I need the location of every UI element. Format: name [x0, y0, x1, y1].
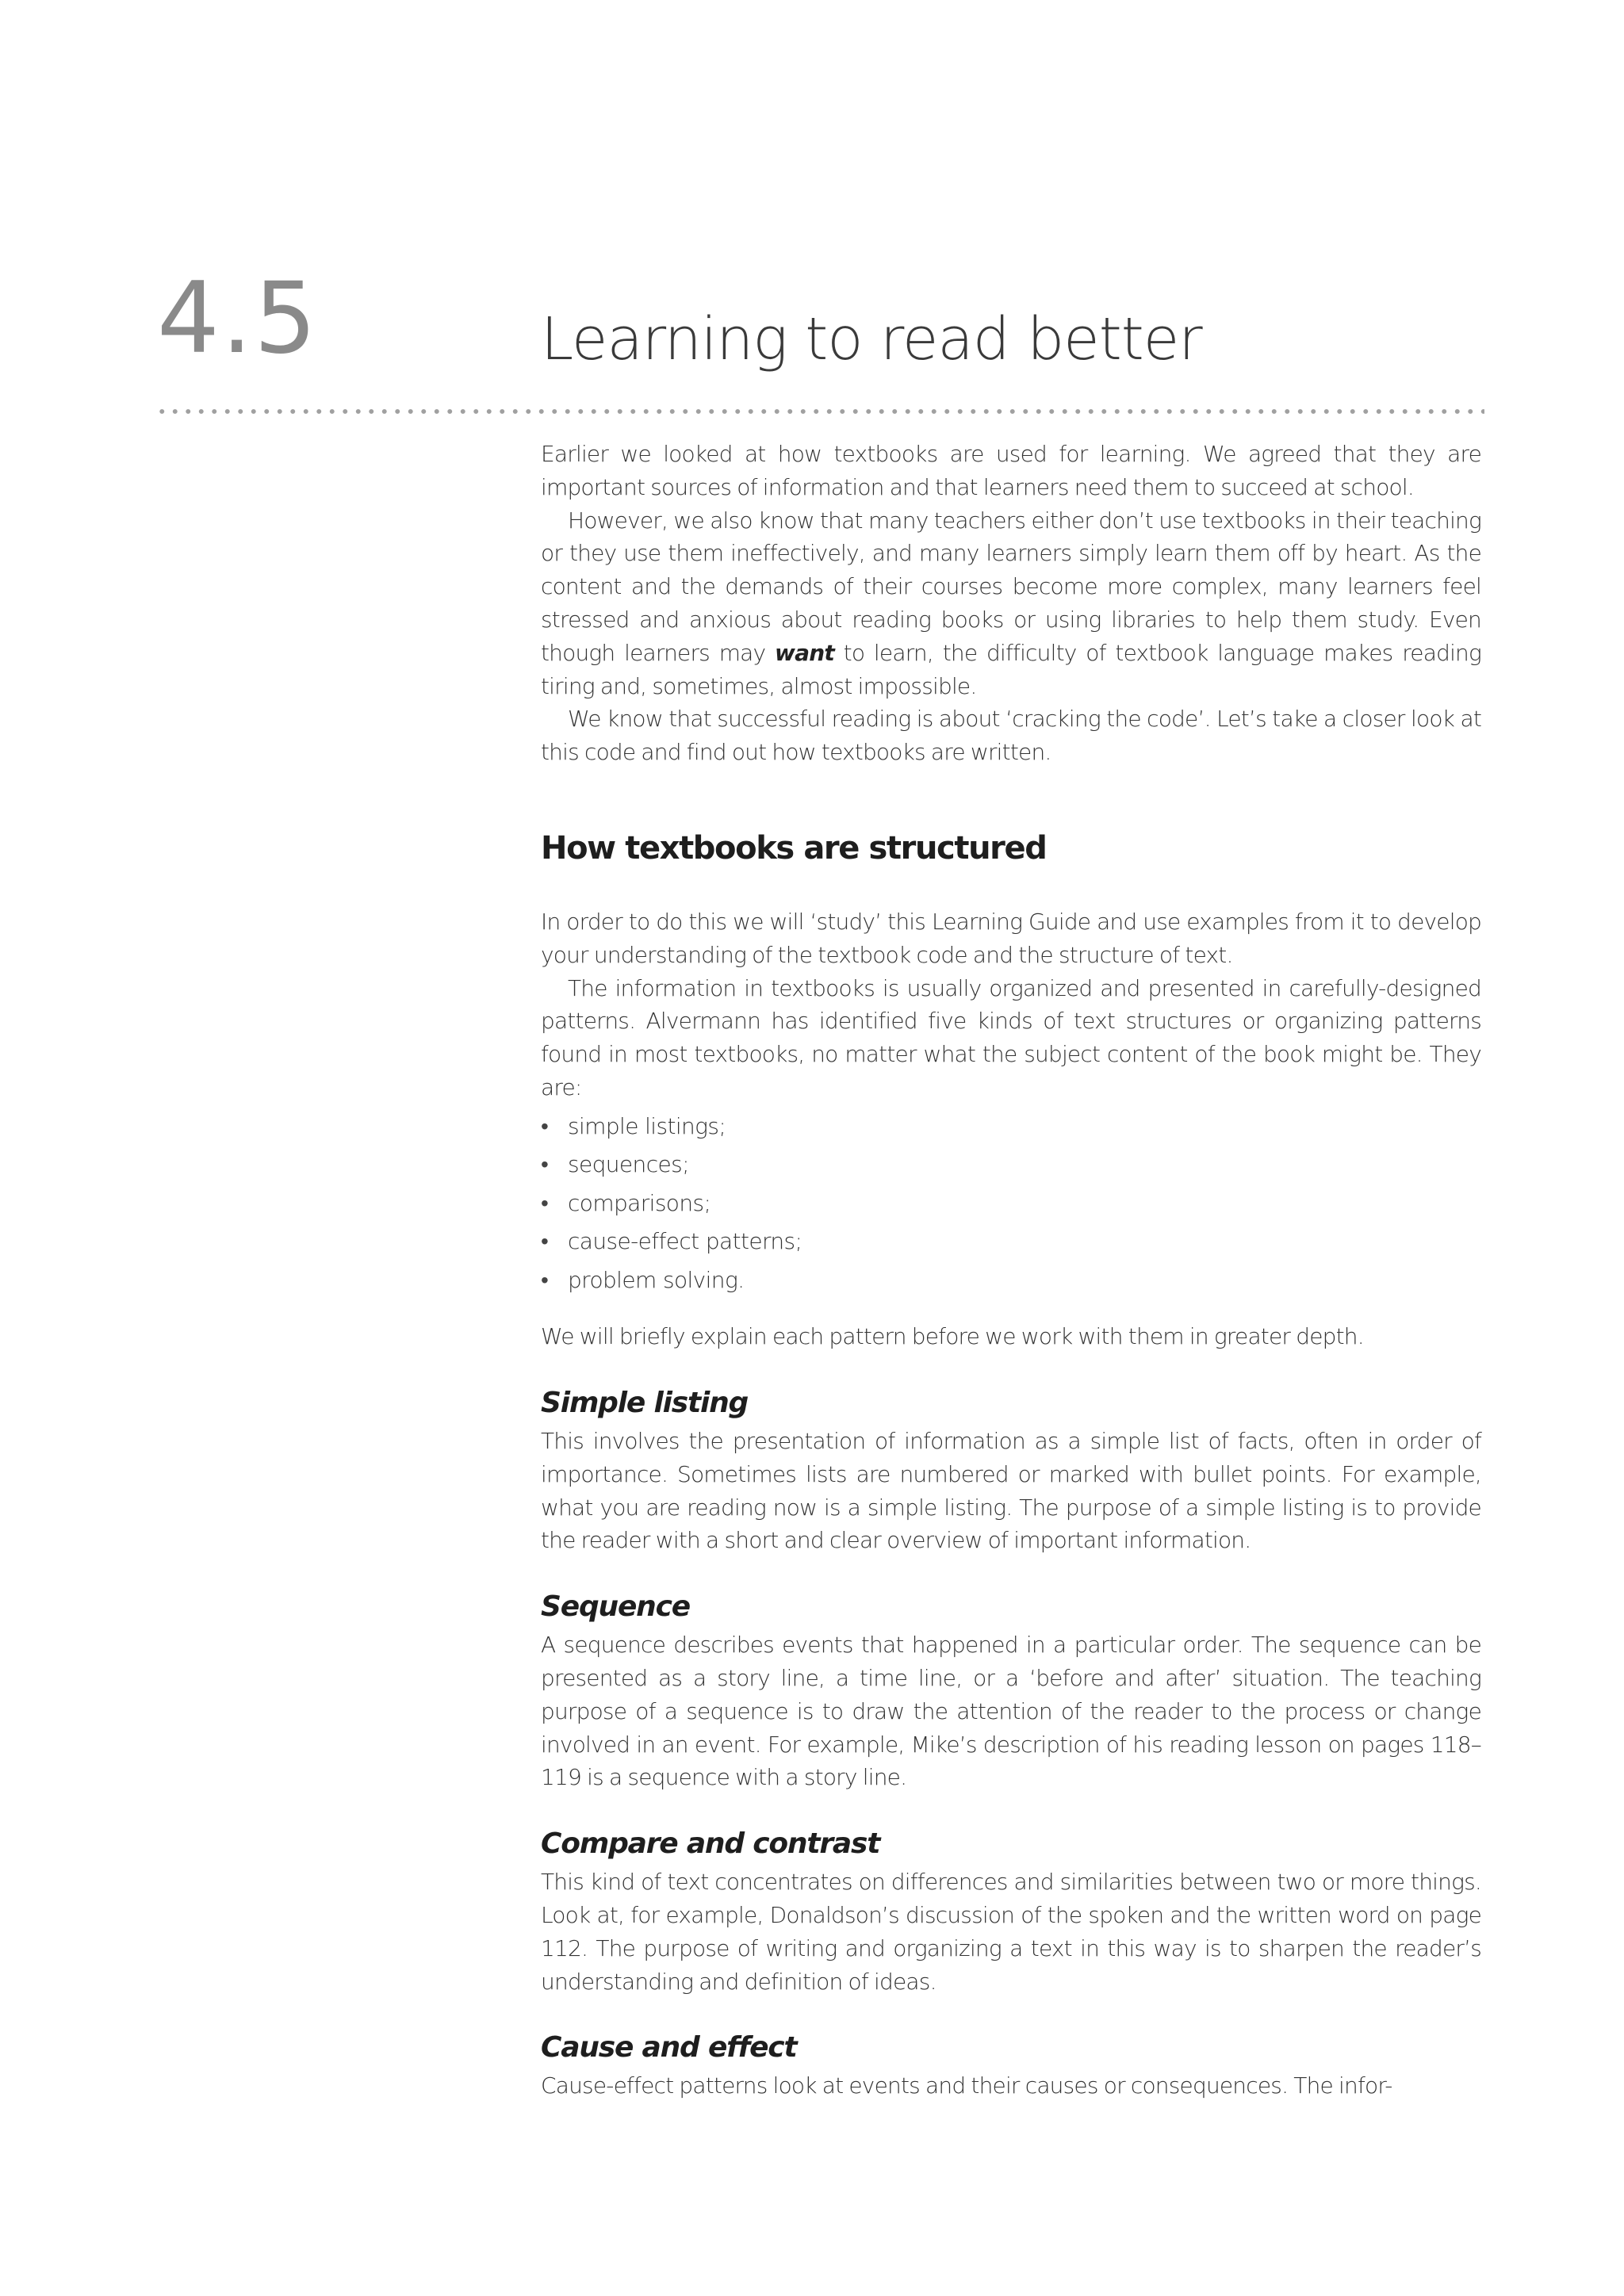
cause-effect-text: Cause-effect patterns look at events and their causes or consequences. The infor-: [541, 2072, 1392, 2099]
dotted-divider: [155, 408, 1484, 415]
intro-paragraph-1: Earlier we looked at how textbooks are used for learning. We agreed that they are important sources of information and that learners need them to succeed at school.: [541, 441, 1481, 500]
subheading-cause-effect: Cause and effect: [541, 2031, 797, 2064]
list-item: • simple listings;: [541, 1108, 1481, 1146]
intro-paragraph-2: [541, 504, 1481, 703]
intro-paragraph-3: We know that successful reading is about ‘cracking the code’. Let’s take a closer look at this code and find out how textbooks are written.: [541, 706, 1481, 766]
subheading-simple-listing: Simple listing: [541, 1387, 749, 1420]
page-title: Learning to read better: [541, 305, 1202, 373]
list-item: • comparisons;: [541, 1184, 1481, 1223]
pattern-list: [541, 1108, 1481, 1300]
intro-paragraph-2-end: to learn, the difficulty of textbook language makes reading tiring and, sometimes, almost impossible.: [541, 639, 1481, 699]
intro-paragraph-2-start: However, we also know that many teachers either don’t use textbooks in their teaching or they use them ineffectively, and many learners simply learn them off by heart. As the content and the demands of their courses become more complex, many learners feel stressed and anxious about reading books or using libraries to help them study. Even though learners may: [541, 507, 1481, 666]
structure-paragraph-1: In order to do this we will ‘study’ this Learning Guide and use examples from it to develop your understanding of the textbook code and the structure of text.: [541, 908, 1481, 968]
structure-paragraph-2: The information in textbooks is usually organized and presented in carefully-designed patterns. Alvermann has identified five kinds of text structures or organizing patterns found in most textbooks, no matter what the subject content of the book might be. They are:: [541, 974, 1481, 1100]
emphasis-want: want: [775, 639, 834, 666]
section-heading: How textbooks are structured: [541, 829, 1047, 867]
structure-paragraph-3: We will briefly explain each pattern before we work with them in greater depth.: [541, 1323, 1364, 1350]
section-number: 4.5: [157, 262, 319, 376]
list-item: • sequences;: [541, 1146, 1481, 1184]
list-item: • cause-effect patterns;: [541, 1223, 1481, 1261]
sequence-text: A sequence describes events that happened in a particular order. The sequence can be presented as a story line, a time line, or a ‘before and after’ situation. The teaching purpose of a sequence is to draw the attention of the reader to the process or change involved in an event. For example, Mike’s description of his reading lesson on pages 118–119 is a sequence with a story line.: [541, 1632, 1481, 1791]
main-content: [541, 438, 1481, 2103]
subheading-sequence: Sequence: [541, 1590, 690, 1624]
compare-contrast-text: This kind of text concentrates on differences and similarities between two or more things. Look at, for example, Donaldson’s discussion of the spoken and the written word on page 112. The purpose of writing and organizing a text in this way is to sharpen the reader’s understanding and definition of ideas.: [541, 1869, 1481, 1995]
list-item: • problem solving.: [541, 1261, 1481, 1300]
simple-listing-text: This involves the presentation of information as a simple list of facts, often in order of importance. Sometimes lists are numbered or marked with bullet points. For example, what you are reading now is a simple listing. The purpose of a simple listing is to provide the reader with a short and clear overview of important information.: [541, 1428, 1481, 1554]
subheading-compare-contrast: Compare and contrast: [541, 1827, 880, 1861]
